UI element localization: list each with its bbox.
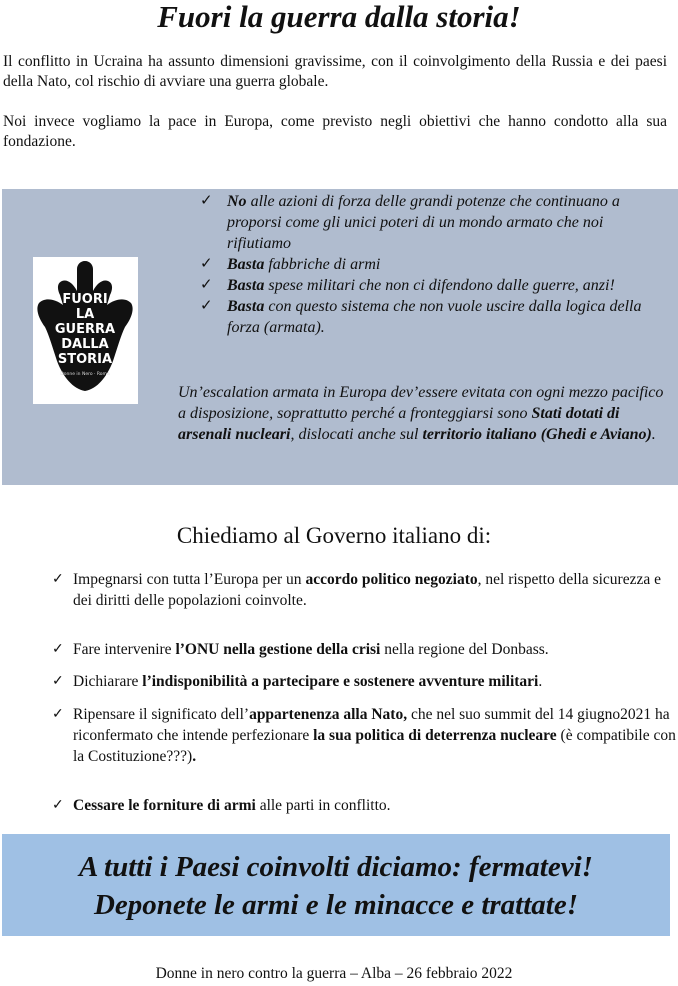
callout-line-2: Deponete le armi e le minacce e trattate! bbox=[93, 889, 579, 921]
request-item: ✓ Dichiarare l’indisponibilità a partecipare e sostenere avventure militari. bbox=[52, 673, 543, 690]
request-item: ✓ Impegnarsi con tutta l’Europa per un accordo politico negoziato, nel rispetto della sicurezza e dei diritti delle popolazioni coinvolte. bbox=[52, 571, 661, 609]
logo-line-2: LA bbox=[75, 307, 95, 322]
checkmark-icon: ✓ bbox=[52, 572, 64, 587]
checkmark-icon: ✓ bbox=[52, 642, 64, 657]
callout-box bbox=[2, 834, 670, 936]
logo-line-3: GUERRA bbox=[54, 322, 116, 337]
logo-caption: Donne in Nero · Roma bbox=[60, 372, 110, 377]
checkmark-icon: ✓ bbox=[200, 193, 213, 209]
footer-signature: Donne in nero contro la guerra – Alba – 26 febbraio 2022 bbox=[155, 965, 513, 982]
checkmark-icon: ✓ bbox=[200, 277, 213, 293]
statement-list bbox=[200, 191, 670, 338]
checkmark-icon: ✓ bbox=[52, 707, 64, 722]
hamsa-hand-icon bbox=[33, 257, 138, 404]
section-heading: Chiediamo al Governo italiano di: bbox=[176, 523, 492, 548]
logo-line-1: FUORI bbox=[62, 292, 108, 307]
logo-line-4: DALLA bbox=[61, 337, 109, 352]
checkmark-icon: ✓ bbox=[52, 674, 64, 689]
logo bbox=[33, 257, 138, 404]
request-item: ✓ Cessare le forniture di armi alle parti in conflitto. bbox=[52, 797, 391, 814]
intro-paragraph-1: Il conflitto in Ucraina ha assunto dimensioni gravissime, con il coinvolgimento della Russia e dei paesi della Nato, col rischio di avviare una guerra globale. bbox=[3, 53, 667, 90]
logo-line-5: STORIA bbox=[57, 352, 113, 367]
intro-paragraph-2: Noi invece vogliamo la pace in Europa, come previsto negli obiettivi che hanno condotto alla sua fondazione. bbox=[3, 113, 667, 150]
page-title: Fuori la guerra dalla storia! bbox=[157, 0, 521, 34]
statement-item: ✓ Basta fabbriche di armi bbox=[200, 256, 381, 273]
statement-item: ✓ Basta spese militari che non ci difendono dalle guerre, anzi! bbox=[200, 277, 615, 294]
callout-line-1: A tutti i Paesi coinvolti diciamo: fermatevi! bbox=[79, 851, 593, 883]
statement-item: ✓ No alle azioni di forza delle grandi potenze che continuano a proporsi come gli unici poteri di un mondo armato che noi rifiutiamo bbox=[200, 193, 620, 252]
request-item: ✓ Fare intervenire l’ONU nella gestione della crisi nella regione del Donbass. bbox=[52, 641, 549, 658]
escalation-paragraph: Un’escalation armata in Europa dev’essere evitata con ogni mezzo pacifico a disposizione, soprattutto perché a fronteggiarsi sono Stati dotati di arsenali nucleari, dislocati anche sul territorio italiano (Ghedi e Aviano). bbox=[178, 384, 664, 443]
checkmark-icon: ✓ bbox=[200, 256, 213, 272]
request-item: ✓ Ripensare il significato dell’appartenenza alla Nato, che nel suo summit del 14 giugno2021 ha riconfermato che intende perfezionare la sua politica di deterrenza nucleare (è compatibile con la Costituzione???). bbox=[52, 706, 676, 765]
checkmark-icon: ✓ bbox=[52, 798, 64, 813]
statement-item: ✓ Basta con questo sistema che non vuole uscire dalla logica della forza (armata). bbox=[200, 298, 642, 336]
checkmark-icon: ✓ bbox=[200, 298, 213, 314]
